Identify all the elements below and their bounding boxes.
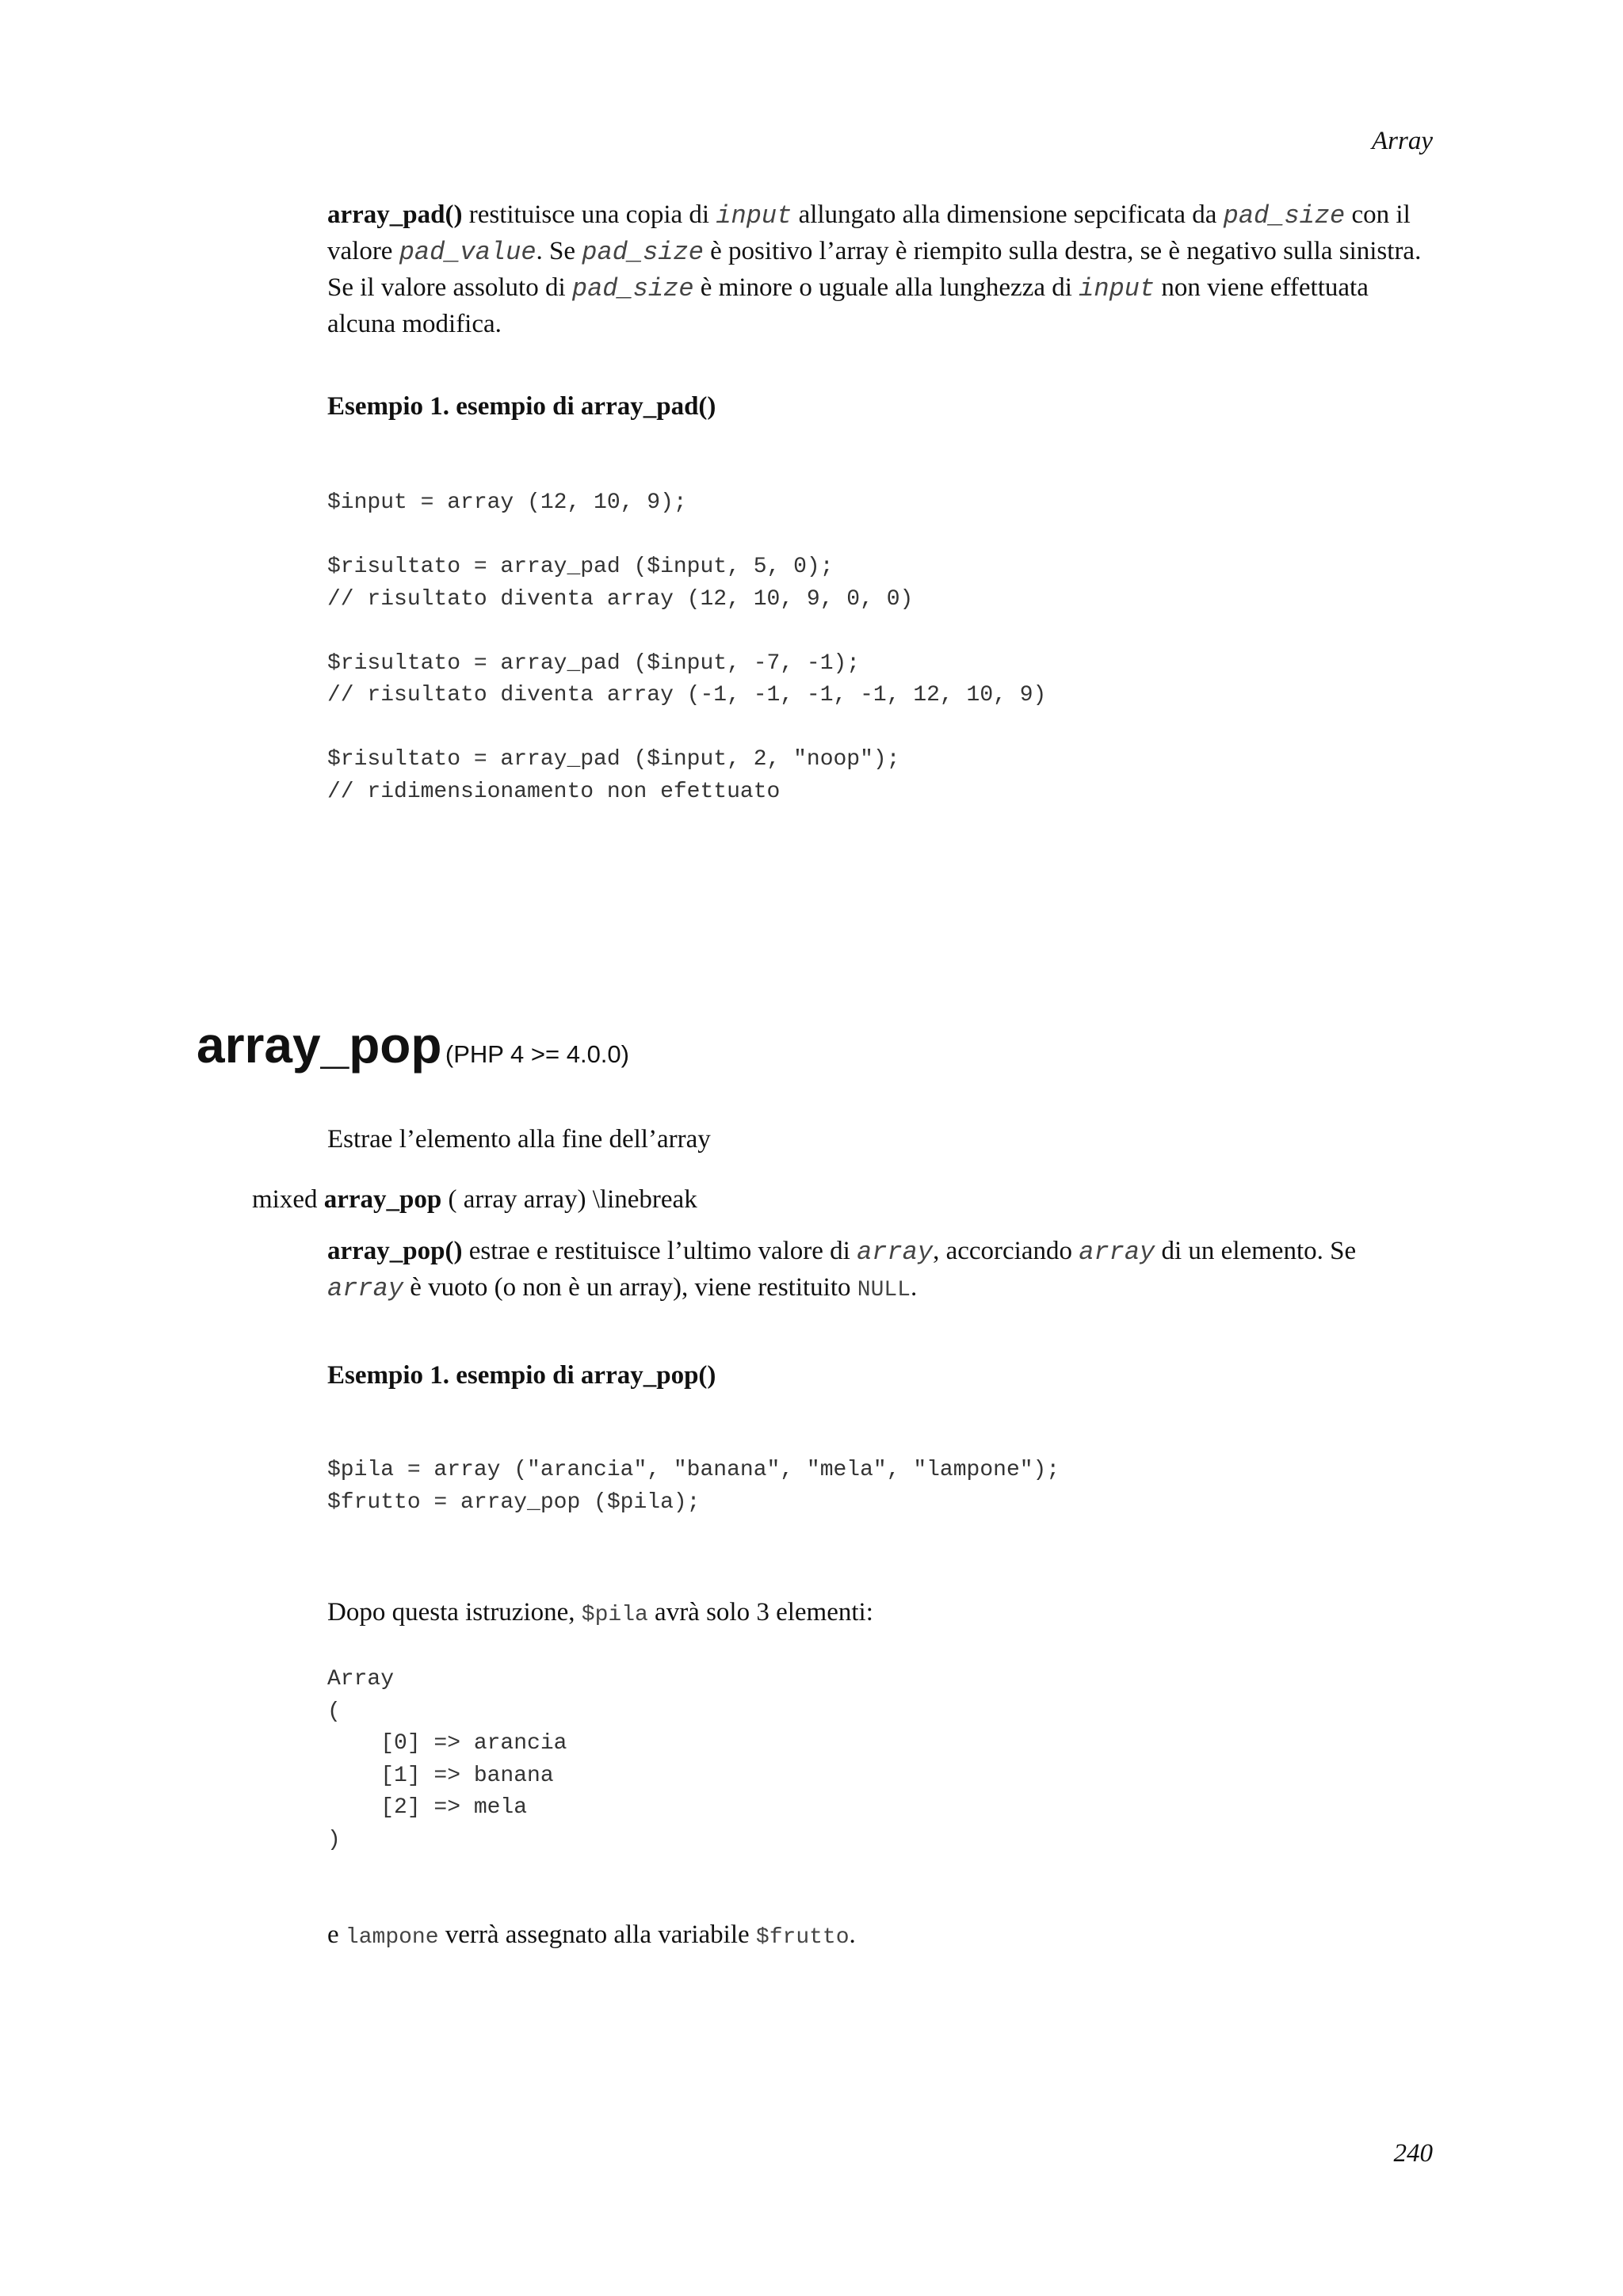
variable-literal: $frutto xyxy=(755,1925,850,1950)
function-name: array_pad() xyxy=(327,200,463,229)
parameter-name: array xyxy=(1079,1238,1155,1267)
example-title: Esempio 1. esempio di array_pad() xyxy=(327,392,716,421)
after-statement-text: Dopo questa istruzione, $pila avrà solo 3 elementi: xyxy=(327,1598,873,1627)
null-literal: NULL xyxy=(857,1278,911,1302)
example-title: Esempio 1. esempio di array_pop() xyxy=(327,1361,716,1390)
array-pop-description: array_pop() estrae e restituisce l’ultimo valore di array, accorciando array di un elemento. Se array è vuoto (o non è un array), viene restituito NULL. xyxy=(327,1237,1357,1303)
function-synopsis xyxy=(252,1185,697,1215)
php-version: (PHP 4 >= 4.0.0) xyxy=(445,1040,629,1068)
parameter-name: input xyxy=(716,201,792,231)
running-header: Array xyxy=(1372,127,1433,155)
parameter-name: pad_size xyxy=(571,274,694,303)
function-name: array_pop() xyxy=(327,1237,463,1265)
code-example-array-pop: $pila = array ("arancia", "banana", "mela", "lampone"); $frutto = array_pop ($pila); xyxy=(327,1458,1060,1515)
function-name: array_pop xyxy=(323,1185,442,1214)
parameter-name: pad_size xyxy=(582,238,704,267)
parameter-name: pad_size xyxy=(1223,201,1346,231)
parameter-name: input xyxy=(1079,274,1155,303)
parameter-name: array xyxy=(857,1238,934,1267)
section-function-name: array_pop xyxy=(197,1016,442,1074)
function-purpose: Estrae l’elemento alla fine dell’array xyxy=(327,1125,711,1154)
variable-literal: $pila xyxy=(581,1603,648,1627)
parameter-name: array xyxy=(327,1274,404,1303)
array-pad-description: array_pad() restituisce una copia di input allungato alla dimensione sepcificata da pad_size con il valore pad_value. Se pad_size è positivo l’array è riempito sulla destra, se è negativo sulla sinistra. Se il valore assoluto di pad_size è minore o uguale alla lunghezza di input non viene effettuata alcuna modifica. xyxy=(327,200,1422,338)
value-literal: lampone xyxy=(345,1925,439,1950)
array-output: Array ( [0] => arancia [1] => banana [2] => mela ) xyxy=(327,1667,567,1852)
final-sentence: e lampone verrà assegnato alla variabile $frutto. xyxy=(327,1920,856,1950)
parameter-list: ( array array) \linebreak xyxy=(441,1185,697,1214)
page-number: 240 xyxy=(1393,2139,1433,2168)
parameter-name: pad_value xyxy=(399,238,537,267)
code-example-array-pad: $input = array (12, 10, 9); $risultato = array_pad ($input, 5, 0); // risultato diventa array (12, 10, 9, 0, 0) $risultato = array_pad ($input, -7, -1); // risultato diventa array (-1, -1, -1, -1, 12, 10, 9) $risultato = array_pad ($input, 2, "noop"); // ridimensionamento non efettuato xyxy=(327,490,1047,804)
section-title xyxy=(197,1016,629,1074)
return-type: mixed xyxy=(252,1185,318,1214)
